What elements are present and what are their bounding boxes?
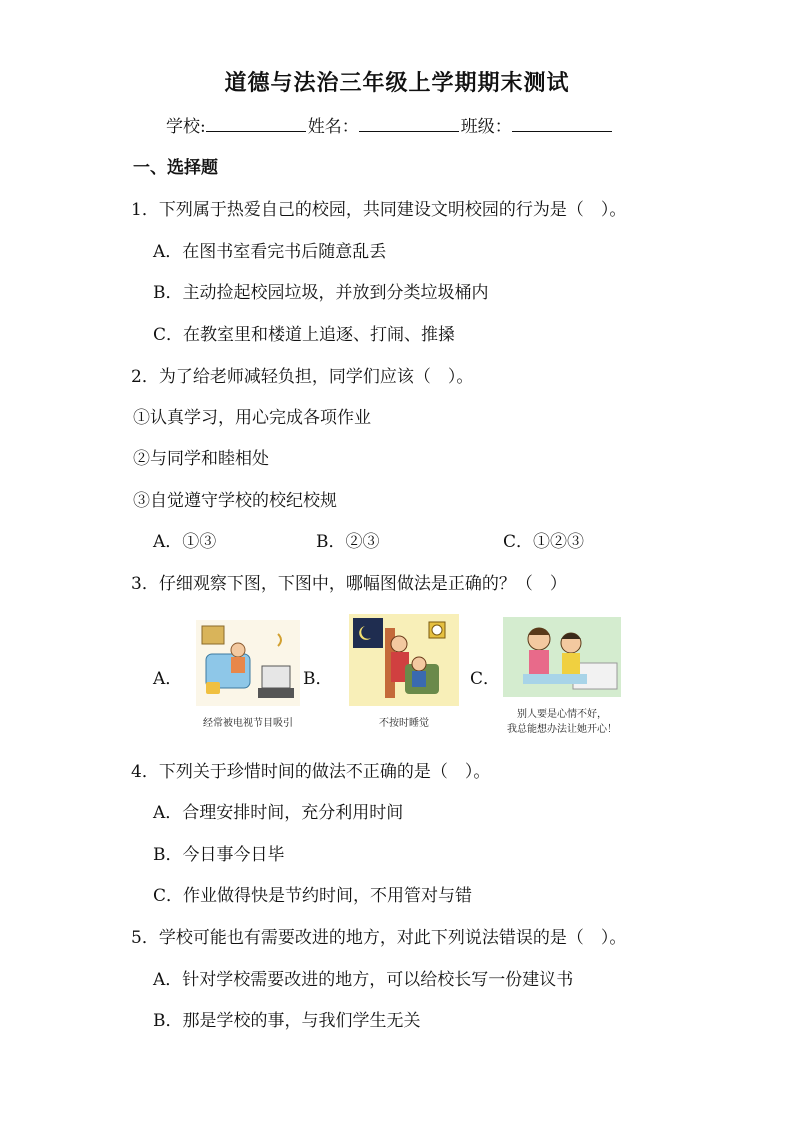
- name-label: 姓名：: [307, 117, 359, 137]
- question-2-item-2: ②与同学和睦相处: [133, 449, 269, 469]
- cheering-friend-illustration: [503, 617, 621, 697]
- question-4-option-b[interactable]: B．今日事今日毕: [153, 845, 285, 865]
- question-4-option-c[interactable]: C．作业做得快是节约时间，不用管对与错: [153, 886, 473, 906]
- question-3-picture-b[interactable]: [349, 614, 459, 729]
- not-sleeping-illustration: [349, 614, 459, 706]
- class-label: 班级：: [460, 117, 512, 137]
- question-1-stem: 1．下列属于热爱自己的校园，共同建设文明校园的行为是（ ）。: [131, 200, 627, 220]
- question-3-picture-a[interactable]: [196, 620, 300, 729]
- question-3-label-a[interactable]: A．: [153, 669, 183, 689]
- question-2-option-b[interactable]: B．②③: [316, 532, 380, 552]
- question-4-option-a[interactable]: A．合理安排时间，充分利用时间: [153, 803, 404, 823]
- question-3-caption-b: 不按时睡觉: [379, 718, 429, 729]
- question-3-picture-c[interactable]: [503, 617, 621, 735]
- question-1-option-c[interactable]: C．在教室里和楼道上追逐、打闹、推搡: [153, 325, 456, 345]
- question-3-stem: 3．仔细观察下图，下图中，哪幅图做法是正确的？（ ）: [131, 574, 567, 594]
- question-3-label-b[interactable]: B．: [303, 669, 333, 689]
- question-4-stem: 4．下列关于珍惜时间的做法不正确的是（ ）。: [131, 762, 491, 782]
- student-info-row: [166, 112, 614, 137]
- question-5-option-a[interactable]: A．针对学校需要改进的地方，可以给校长写一份建议书: [153, 970, 574, 990]
- school-label: 学校:: [166, 117, 206, 137]
- name-blank[interactable]: [359, 113, 459, 132]
- exam-title: 道德与法治三年级上学期期末测试: [224, 70, 570, 96]
- question-1-option-b[interactable]: B．主动捡起校园垃圾，并放到分类垃圾桶内: [153, 283, 489, 303]
- school-blank[interactable]: [206, 113, 306, 132]
- tv-watching-illustration: [196, 620, 300, 706]
- section-title: 一、选择题: [133, 158, 218, 178]
- question-2-option-a[interactable]: A．①③: [153, 532, 217, 552]
- question-1-option-a[interactable]: A．在图书室看完书后随意乱丢: [153, 242, 387, 262]
- question-5-option-b[interactable]: B．那是学校的事，与我们学生无关: [153, 1011, 421, 1031]
- question-2-option-c[interactable]: C．①②③: [503, 532, 585, 552]
- question-3-caption-a: 经常被电视节目吸引: [203, 718, 293, 729]
- question-2-stem: 2．为了给老师减轻负担，同学们应该（ ）。: [131, 367, 474, 387]
- question-3-label-c[interactable]: C．: [470, 669, 501, 689]
- question-2-item-3: ③自觉遵守学校的校纪校规: [133, 491, 337, 511]
- class-blank[interactable]: [512, 113, 612, 132]
- question-3-caption-c-line-1: 别人要是心情不好，: [517, 709, 607, 720]
- question-5-stem: 5．学校可能也有需要改进的地方，对此下列说法错误的是（ ）。: [131, 928, 627, 948]
- question-3-caption-c-line-2: 我总能想办法让她开心！: [507, 724, 617, 735]
- question-2-item-1: ①认真学习，用心完成各项作业: [133, 408, 371, 428]
